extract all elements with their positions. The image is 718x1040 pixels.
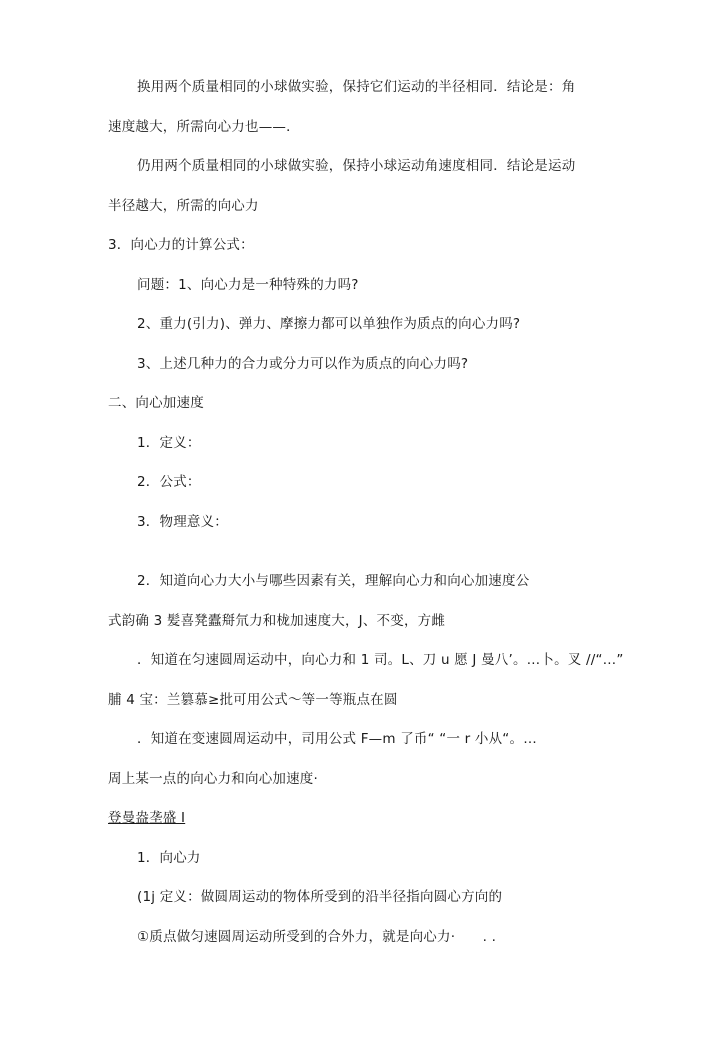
definition-line: (1j 定义：做圆周运动的物体所受到的沿半径指向圆心方向的: [137, 889, 503, 905]
text-line-2: 速度越大，所需向心力也——．: [108, 119, 300, 135]
section-heading-acceleration: 二、向心加速度: [108, 395, 204, 411]
question-3: 3、上述几种力的合力或分力可以作为质点的向心力吗?: [137, 356, 469, 372]
text-line-15: ．知道在匀速圆周运动中，向心力和 1 司。L、刀 u 愿 J 曼八’。…卜。叉 //“…”: [137, 652, 624, 668]
text-line-1: 换用两个质量相同的小球做实验，保持它们运动的半径相同．结论是：角: [137, 79, 576, 95]
text-line-18: 周上某一点的向心力和向心加速度·: [108, 771, 318, 787]
item-definition: 1．定义：: [137, 435, 201, 451]
question-1: 问题：1、向心力是一种特殊的力吗?: [137, 277, 359, 293]
subheading-centripetal-force: 1．向心力: [137, 850, 201, 866]
item-formula: 2．公式：: [137, 474, 201, 490]
text-line-17: ．知道在变速圆周运动中，司用公式 F—m 了币“ “一 r 小从“。…: [137, 731, 537, 747]
text-line-14: 式韵确 3 髪喜凳蠹搿氘力和栊加速度大，J、不变，方雌: [108, 613, 446, 629]
garbled-heading: 登曼盎垄盛 I: [108, 810, 186, 826]
note-line: ①质点做匀速圆周运动所受到的合外力，就是向心力· . .: [137, 929, 497, 945]
question-2: 2、重力(引力)、弹力、摩擦力都可以单独作为质点的向心力吗?: [137, 316, 521, 332]
text-line-3: 仍用两个质量相同的小球做实验，保持小球运动角速度相同．结论是运动: [137, 158, 576, 174]
objective-2: 2．知道向心力大小与哪些因素有关，理解向心力和向心加速度公: [137, 573, 530, 589]
text-line-4: 半径越大，所需的向心力: [108, 198, 259, 214]
item-meaning: 3．物理意义：: [137, 514, 228, 530]
text-line-16: 脯 4 宝：兰篡慕≥批可用公式～等一等瓶点在圆: [108, 692, 398, 708]
section-heading-formula: 3．向心力的计算公式：: [108, 237, 254, 253]
